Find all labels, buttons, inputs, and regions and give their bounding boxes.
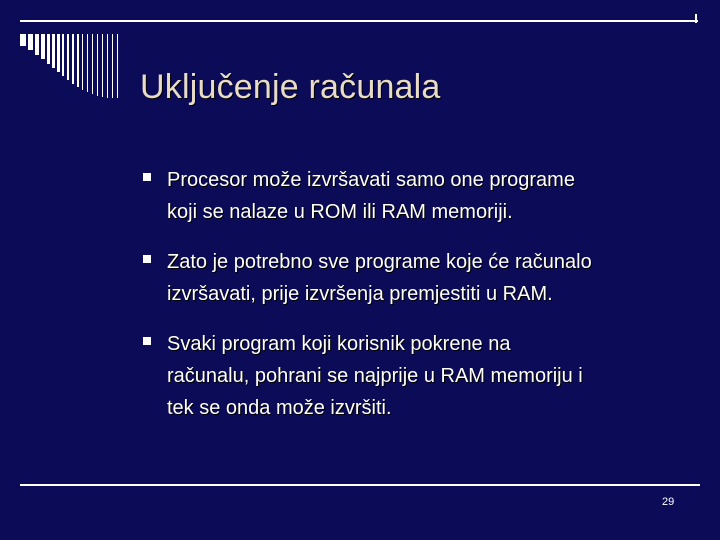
bullet-list — [140, 164, 700, 442]
square-bullet-icon — [143, 255, 151, 263]
list-item — [140, 246, 700, 310]
list-item — [140, 164, 700, 228]
top-rule — [20, 20, 698, 22]
page-number: 29 — [662, 496, 675, 508]
square-bullet-icon — [143, 337, 151, 345]
bullet-text: Zato je potrebno sve programe koje će računalo izvršavati, prije izvršenja premjestiti u RAM. — [167, 251, 592, 305]
list-item — [140, 328, 700, 424]
slide-title: Uključenje računala — [140, 68, 441, 106]
bottom-rule — [20, 484, 700, 486]
top-rule-tick — [695, 14, 697, 23]
bullet-text: Svaki program koji korisnik pokrene na računalu, pohrani se najprije u RAM memoriju i tek se onda može izvršiti. — [167, 333, 583, 419]
square-bullet-icon — [143, 173, 151, 181]
bullet-text: Procesor može izvršavati samo one programe koji se nalaze u ROM ili RAM memoriji. — [167, 169, 575, 223]
